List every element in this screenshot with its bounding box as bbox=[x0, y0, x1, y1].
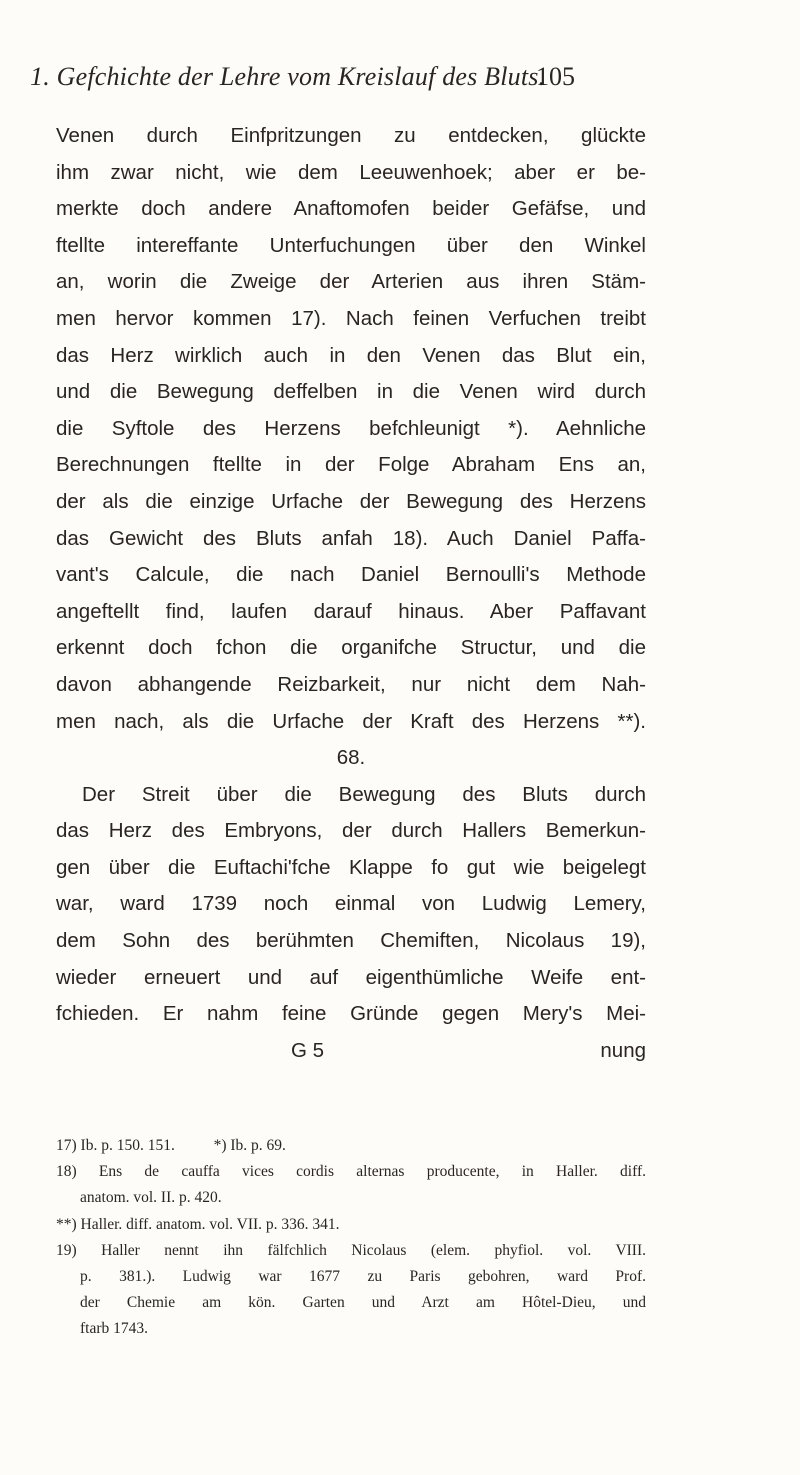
text-line: Berechnungen ftellte in der Folge Abraham Ens an, bbox=[56, 453, 646, 477]
text-line: merkte doch andere Anaftomofen beider Gefäfse, und bbox=[56, 197, 646, 221]
signature-line bbox=[56, 1033, 646, 1070]
text-line: men hervor kommen 17). Nach feinen Verfuchen treibt bbox=[56, 306, 646, 330]
text-line: an, worin die Zweige der Arterien aus ihren Stäm- bbox=[56, 270, 646, 294]
text-line: der als die einzige Urfache der Bewegung des Herzens bbox=[56, 489, 646, 513]
text-line: angeftellt find, laufen darauf hinaus. Aber Paffavant bbox=[56, 599, 646, 623]
text-line: das Herz wirklich auch in den Venen das Blut ein, bbox=[56, 343, 646, 367]
signature-mark: G 5 bbox=[291, 1038, 325, 1062]
footnote-line: anatom. vol. II. p. 420. bbox=[80, 1189, 222, 1207]
footnote-line: p. 381.). Ludwig war 1677 zu Paris gebohren, ward Prof. bbox=[80, 1267, 646, 1285]
text-line: davon abhangende Reizbarkeit, nur nicht dem Nah- bbox=[56, 672, 646, 696]
footnote-line: 18) Ens de cauffa vices cordis alternas producente, in Haller. diff. bbox=[56, 1163, 646, 1181]
footnote-line: der Chemie am kön. Garten und Arzt am Hôtel-Dieu, und bbox=[80, 1294, 646, 1312]
text-line: vant's Calcule, die nach Daniel Bernoulli's Methode bbox=[56, 563, 646, 587]
text-line: ihm zwar nicht, wie dem Leeuwenhoek; aber er be- bbox=[56, 160, 646, 184]
running-title: 1. Gefchichte der Lehre vom Kreislauf des Bluts. bbox=[30, 62, 546, 91]
catch-word: nung bbox=[600, 1038, 646, 1062]
footnote-line: **) Haller. diff. anatom. vol. VII. p. 336. 341. bbox=[56, 1215, 340, 1233]
footnotes bbox=[56, 1133, 646, 1343]
footnote-line: 17) Ib. p. 150. 151. *) Ib. p. 69. bbox=[56, 1137, 286, 1154]
section-number: 68. bbox=[336, 746, 366, 770]
text-line: und die Bewegung deffelben in die Venen wird durch bbox=[56, 380, 646, 404]
text-line: das Herz des Embryons, der durch Hallers Bemerkun- bbox=[56, 819, 646, 843]
running-header bbox=[30, 62, 575, 102]
text-line: erkennt doch fchon die organifche Structur, und die bbox=[56, 636, 646, 660]
text-line: wieder erneuert und auf eigenthümliche Weife ent- bbox=[56, 965, 646, 989]
text-line: ftellte intereffante Unterfuchungen über den Winkel bbox=[56, 233, 646, 257]
text-line: Der Streit über die Bewegung des Bluts durch bbox=[82, 782, 646, 806]
text-line: war, ward 1739 noch einmal von Ludwig Lemery, bbox=[56, 892, 646, 916]
text-line: dem Sohn des berühmten Chemiften, Nicolaus 19), bbox=[56, 929, 646, 953]
text-line: Venen durch Einfpritzungen zu entdecken, glückte bbox=[56, 124, 646, 147]
text-line: men nach, als die Urfache der Kraft des Herzens **). bbox=[56, 709, 646, 733]
body-text bbox=[56, 118, 646, 1069]
text-line: die Syftole des Herzens befchleunigt *). Aehnliche bbox=[56, 416, 646, 440]
footnote-line: ftarb 1743. bbox=[80, 1320, 149, 1338]
footnote-line: 19) Haller nennt ihn fälfchlich Nicolaus (elem. phyfiol. vol. VIII. bbox=[56, 1241, 646, 1259]
text-line: das Gewicht des Bluts anfah 18). Auch Daniel Paffa- bbox=[56, 526, 646, 550]
text-line: fchieden. Er nahm feine Gründe gegen Mery's Mei- bbox=[56, 1002, 646, 1026]
text-line: gen über die Euftachi'fche Klappe fo gut wie beigelegt bbox=[56, 855, 646, 879]
page-number: 105 bbox=[536, 62, 575, 91]
